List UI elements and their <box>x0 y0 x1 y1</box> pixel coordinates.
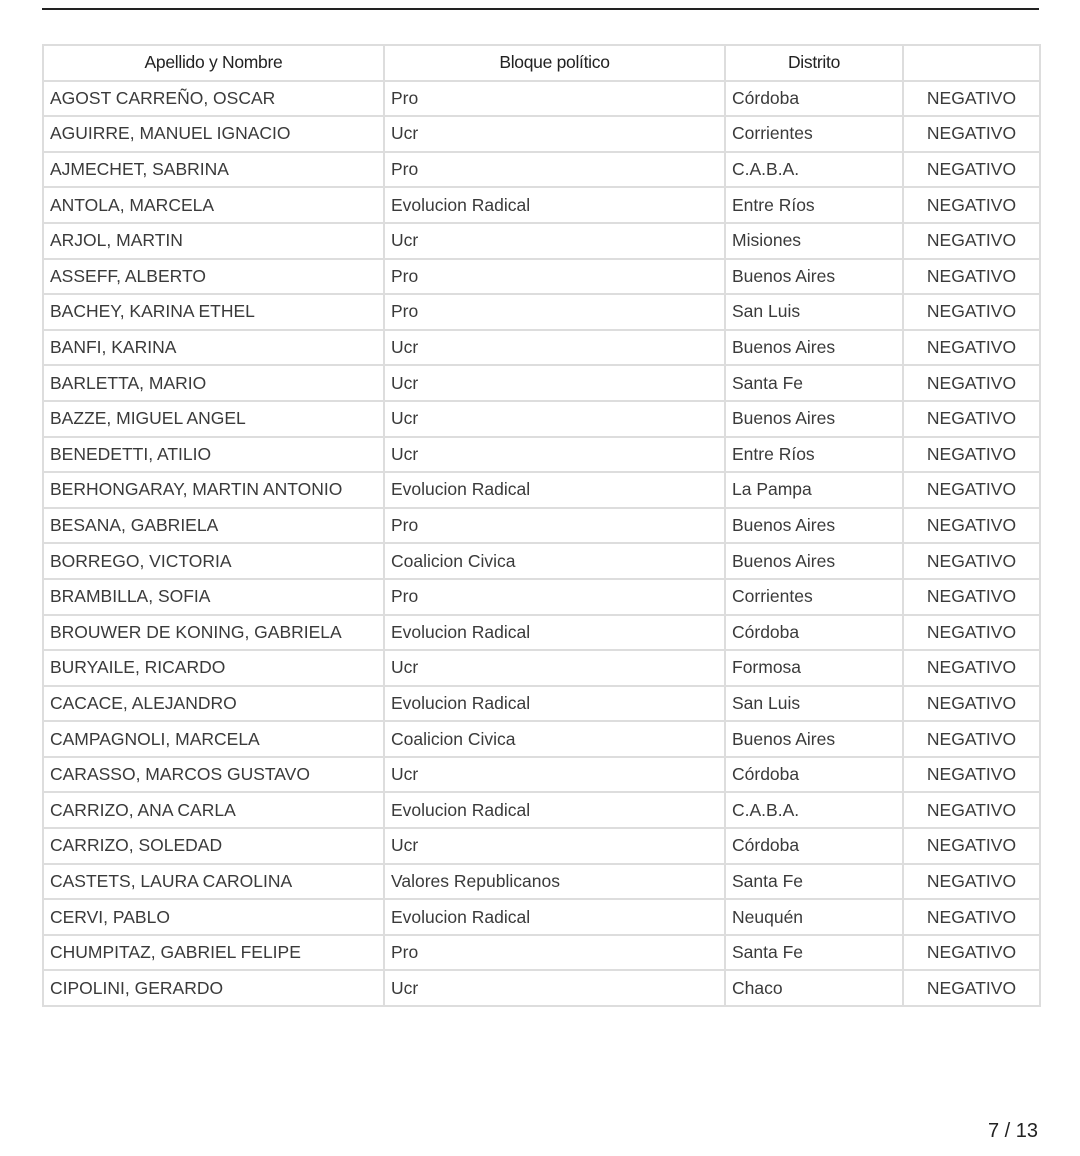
cell-district: Entre Ríos <box>725 187 903 223</box>
header-political-bloc: Bloque político <box>384 45 725 81</box>
cell-district: Misiones <box>725 223 903 259</box>
cell-political-bloc: Ucr <box>384 330 725 366</box>
cell-vote: NEGATIVO <box>903 650 1040 686</box>
table-row <box>43 899 1040 935</box>
cell-political-bloc: Evolucion Radical <box>384 615 725 651</box>
cell-name: CERVI, PABLO <box>43 899 384 935</box>
cell-district: Buenos Aires <box>725 330 903 366</box>
cell-vote: NEGATIVO <box>903 792 1040 828</box>
cell-name: CAMPAGNOLI, MARCELA <box>43 721 384 757</box>
cell-political-bloc: Pro <box>384 579 725 615</box>
cell-district: Córdoba <box>725 615 903 651</box>
cell-political-bloc: Pro <box>384 259 725 295</box>
cell-name: AJMECHET, SABRINA <box>43 152 384 188</box>
cell-vote: NEGATIVO <box>903 365 1040 401</box>
cell-district: Buenos Aires <box>725 543 903 579</box>
cell-vote: NEGATIVO <box>903 935 1040 971</box>
cell-political-bloc: Ucr <box>384 757 725 793</box>
cell-name: BESANA, GABRIELA <box>43 508 384 544</box>
cell-political-bloc: Pro <box>384 81 725 117</box>
table-row <box>43 579 1040 615</box>
cell-vote: NEGATIVO <box>903 437 1040 473</box>
cell-district: Entre Ríos <box>725 437 903 473</box>
cell-vote: NEGATIVO <box>903 579 1040 615</box>
cell-name: CASTETS, LAURA CAROLINA <box>43 864 384 900</box>
cell-political-bloc: Coalicion Civica <box>384 543 725 579</box>
cell-political-bloc: Pro <box>384 508 725 544</box>
cell-vote: NEGATIVO <box>903 401 1040 437</box>
table-row <box>43 294 1040 330</box>
cell-vote: NEGATIVO <box>903 721 1040 757</box>
cell-district: Formosa <box>725 650 903 686</box>
cell-political-bloc: Ucr <box>384 437 725 473</box>
cell-name: CIPOLINI, GERARDO <box>43 970 384 1006</box>
cell-political-bloc: Evolucion Radical <box>384 899 725 935</box>
page-number: 7 / 13 <box>987 1120 1038 1142</box>
cell-name: BANFI, KARINA <box>43 330 384 366</box>
cell-name: BROUWER DE KONING, GABRIELA <box>43 615 384 651</box>
cell-vote: NEGATIVO <box>903 472 1040 508</box>
table-row <box>43 970 1040 1006</box>
cell-political-bloc: Ucr <box>384 116 725 152</box>
table-row <box>43 116 1040 152</box>
cell-district: Santa Fe <box>725 935 903 971</box>
cell-vote: NEGATIVO <box>903 543 1040 579</box>
vote-results-table <box>42 44 1041 1007</box>
cell-vote: NEGATIVO <box>903 615 1040 651</box>
cell-vote: NEGATIVO <box>903 116 1040 152</box>
cell-political-bloc: Ucr <box>384 223 725 259</box>
cell-vote: NEGATIVO <box>903 970 1040 1006</box>
cell-district: San Luis <box>725 686 903 722</box>
cell-name: CARRIZO, ANA CARLA <box>43 792 384 828</box>
cell-political-bloc: Evolucion Radical <box>384 686 725 722</box>
table-row <box>43 365 1040 401</box>
cell-political-bloc: Pro <box>384 152 725 188</box>
table-row <box>43 401 1040 437</box>
cell-political-bloc: Ucr <box>384 401 725 437</box>
cell-vote: NEGATIVO <box>903 899 1040 935</box>
cell-name: ANTOLA, MARCELA <box>43 187 384 223</box>
table-row <box>43 472 1040 508</box>
cell-district: La Pampa <box>725 472 903 508</box>
table-header-row <box>43 45 1040 81</box>
cell-vote: NEGATIVO <box>903 259 1040 295</box>
cell-vote: NEGATIVO <box>903 223 1040 259</box>
cell-vote: NEGATIVO <box>903 508 1040 544</box>
table-row <box>43 259 1040 295</box>
cell-district: Chaco <box>725 970 903 1006</box>
cell-name: CARRIZO, SOLEDAD <box>43 828 384 864</box>
cell-political-bloc: Valores Republicanos <box>384 864 725 900</box>
cell-district: Buenos Aires <box>725 721 903 757</box>
cell-vote: NEGATIVO <box>903 757 1040 793</box>
cell-name: AGOST CARREÑO, OSCAR <box>43 81 384 117</box>
table-row <box>43 543 1040 579</box>
cell-political-bloc: Coalicion Civica <box>384 721 725 757</box>
table-row <box>43 437 1040 473</box>
cell-name: CACACE, ALEJANDRO <box>43 686 384 722</box>
cell-name: BERHONGARAY, MARTIN ANTONIO <box>43 472 384 508</box>
table-row <box>43 650 1040 686</box>
cell-political-bloc: Ucr <box>384 365 725 401</box>
cell-name: BURYAILE, RICARDO <box>43 650 384 686</box>
cell-district: C.A.B.A. <box>725 152 903 188</box>
cell-district: C.A.B.A. <box>725 792 903 828</box>
table-row <box>43 508 1040 544</box>
cell-vote: NEGATIVO <box>903 864 1040 900</box>
cell-district: Corrientes <box>725 116 903 152</box>
cell-vote: NEGATIVO <box>903 294 1040 330</box>
cell-vote: NEGATIVO <box>903 187 1040 223</box>
top-divider <box>42 8 1039 10</box>
cell-district: Buenos Aires <box>725 401 903 437</box>
cell-name: BENEDETTI, ATILIO <box>43 437 384 473</box>
cell-district: Santa Fe <box>725 864 903 900</box>
table-row <box>43 187 1040 223</box>
table-row <box>43 330 1040 366</box>
table-row <box>43 615 1040 651</box>
cell-vote: NEGATIVO <box>903 81 1040 117</box>
cell-district: Córdoba <box>725 81 903 117</box>
cell-district: Neuquén <box>725 899 903 935</box>
cell-vote: NEGATIVO <box>903 330 1040 366</box>
cell-name: CHUMPITAZ, GABRIEL FELIPE <box>43 935 384 971</box>
cell-name: BAZZE, MIGUEL ANGEL <box>43 401 384 437</box>
cell-district: Santa Fe <box>725 365 903 401</box>
cell-political-bloc: Evolucion Radical <box>384 472 725 508</box>
table-row <box>43 152 1040 188</box>
cell-district: San Luis <box>725 294 903 330</box>
cell-name: BORREGO, VICTORIA <box>43 543 384 579</box>
header-vote <box>903 45 1040 81</box>
table-row <box>43 81 1040 117</box>
cell-name: BACHEY, KARINA ETHEL <box>43 294 384 330</box>
cell-political-bloc: Pro <box>384 935 725 971</box>
table-row <box>43 721 1040 757</box>
cell-political-bloc: Evolucion Radical <box>384 187 725 223</box>
cell-political-bloc: Evolucion Radical <box>384 792 725 828</box>
table-body <box>43 81 1040 1006</box>
table-row <box>43 792 1040 828</box>
table-row <box>43 757 1040 793</box>
cell-name: AGUIRRE, MANUEL IGNACIO <box>43 116 384 152</box>
table-row <box>43 864 1040 900</box>
cell-name: BARLETTA, MARIO <box>43 365 384 401</box>
cell-vote: NEGATIVO <box>903 686 1040 722</box>
cell-name: BRAMBILLA, SOFIA <box>43 579 384 615</box>
cell-name: ASSEFF, ALBERTO <box>43 259 384 295</box>
header-district: Distrito <box>725 45 903 81</box>
cell-political-bloc: Pro <box>384 294 725 330</box>
cell-political-bloc: Ucr <box>384 970 725 1006</box>
cell-district: Corrientes <box>725 579 903 615</box>
cell-vote: NEGATIVO <box>903 152 1040 188</box>
table-row <box>43 935 1040 971</box>
cell-district: Buenos Aires <box>725 508 903 544</box>
cell-district: Córdoba <box>725 757 903 793</box>
cell-political-bloc: Ucr <box>384 828 725 864</box>
cell-name: CARASSO, MARCOS GUSTAVO <box>43 757 384 793</box>
cell-political-bloc: Ucr <box>384 650 725 686</box>
table-row <box>43 828 1040 864</box>
cell-district: Córdoba <box>725 828 903 864</box>
cell-district: Buenos Aires <box>725 259 903 295</box>
table-row <box>43 223 1040 259</box>
table-row <box>43 686 1040 722</box>
cell-vote: NEGATIVO <box>903 828 1040 864</box>
header-name: Apellido y Nombre <box>43 45 384 81</box>
cell-name: ARJOL, MARTIN <box>43 223 384 259</box>
